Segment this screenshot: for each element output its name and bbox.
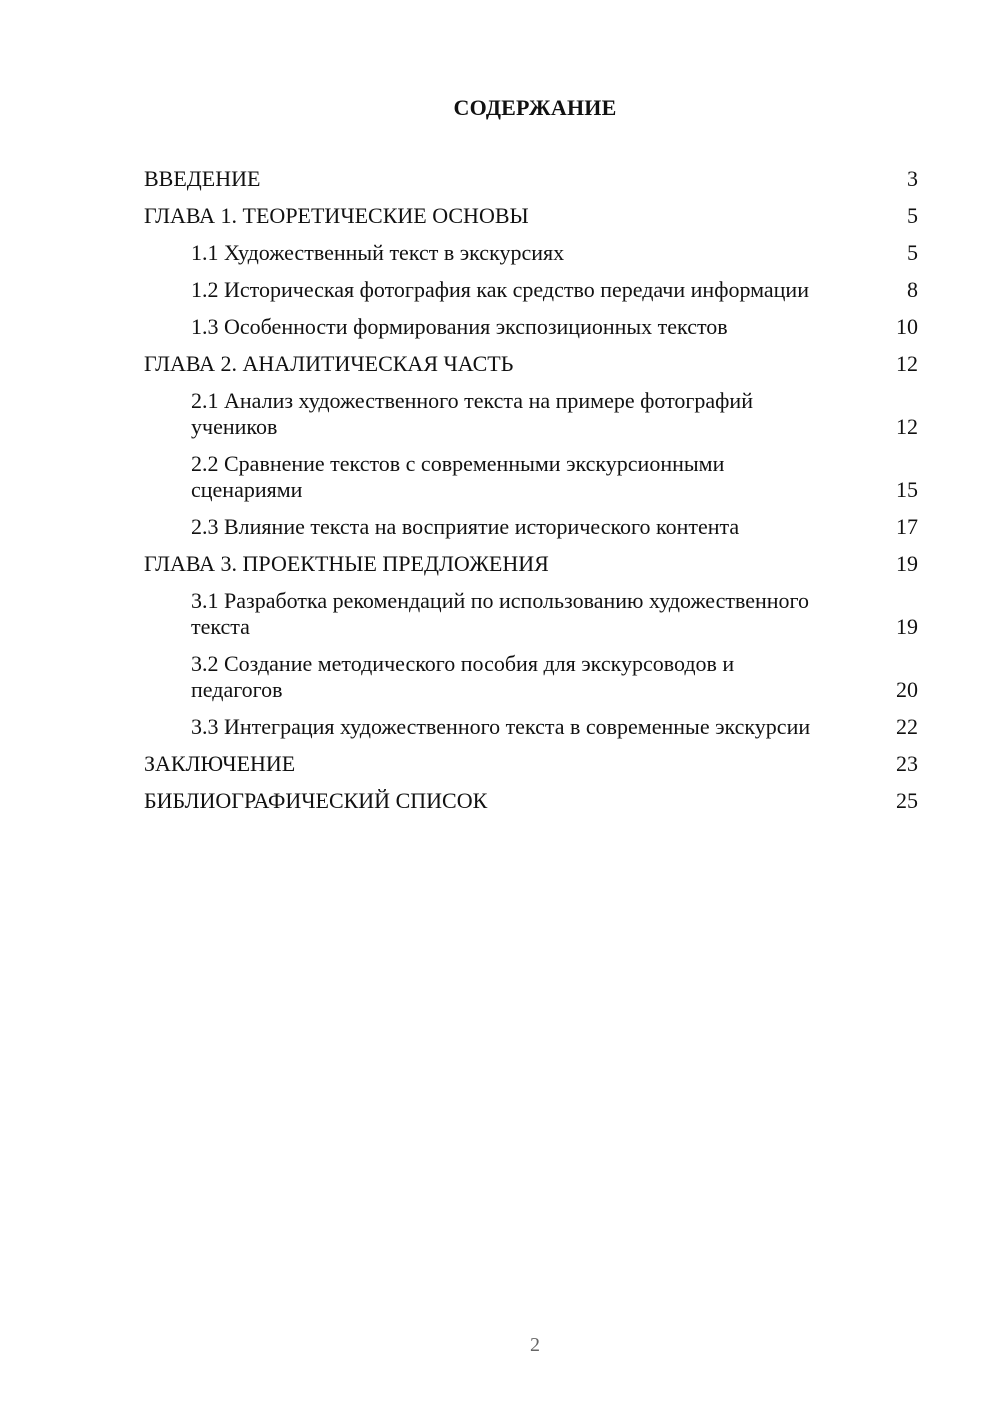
toc-entry-page: 25 xyxy=(896,788,918,813)
toc-entry-page: 15 xyxy=(896,477,918,502)
toc-entry-page: 12 xyxy=(896,414,918,439)
toc-entry-page: 10 xyxy=(896,314,918,339)
toc-entry-section-3-2[interactable] xyxy=(144,651,918,703)
toc-entry-page: 19 xyxy=(896,551,918,576)
page-number: 2 xyxy=(530,1334,540,1356)
toc-entry-page: 19 xyxy=(896,614,918,639)
toc-entry-text: ГЛАВА 2. АНАЛИТИЧЕСКАЯ ЧАСТЬ xyxy=(144,351,514,376)
toc-title: СОДЕРЖАНИЕ xyxy=(453,95,617,120)
toc-entry-chapter-2[interactable] xyxy=(144,351,918,377)
toc-entry-chapter-3[interactable] xyxy=(144,551,918,577)
toc-entry-text: 1.1 Художественный текст в экскурсиях xyxy=(191,240,565,265)
toc-entry-section-2-2[interactable] xyxy=(144,451,918,503)
toc-entry-section-2-3[interactable] xyxy=(144,514,918,540)
toc-entry-page: 8 xyxy=(907,277,918,302)
toc-entry-section-3-1[interactable] xyxy=(144,588,918,640)
toc-entry-text: 3.3 Интеграция художественного текста в современные экскурсии xyxy=(191,714,811,739)
toc-entry-conclusion[interactable] xyxy=(144,751,918,777)
toc-entry-page: 22 xyxy=(896,714,918,739)
toc-entry-chapter-1[interactable] xyxy=(144,203,918,229)
toc-entry-bibliography[interactable] xyxy=(144,788,918,814)
toc-entry-page: 12 xyxy=(896,351,918,376)
toc-entry-text: 2.3 Влияние текста на восприятие исторического контента xyxy=(191,514,740,539)
toc-entry-page: 5 xyxy=(907,203,918,228)
toc-entry-text: 2.2 Сравнение текстов с современными экскурсионными сценариями xyxy=(191,451,725,502)
toc-entry-section-1-1[interactable] xyxy=(144,240,918,266)
toc-entry-text: ВВЕДЕНИЕ xyxy=(144,166,261,191)
toc-entry-text: 3.1 Разработка рекомендаций по использованию художественного текста xyxy=(191,588,810,639)
toc-entry-introduction[interactable] xyxy=(144,166,918,192)
toc-entry-section-1-3[interactable] xyxy=(144,314,918,340)
table-of-contents xyxy=(144,166,918,825)
toc-entry-text: 2.1 Анализ художественного текста на примере фотографий учеников xyxy=(191,388,753,439)
toc-entry-section-3-3[interactable] xyxy=(144,714,918,740)
toc-entry-page: 17 xyxy=(896,514,918,539)
toc-entry-page: 20 xyxy=(896,677,918,702)
toc-entry-text: ГЛАВА 1. ТЕОРЕТИЧЕСКИЕ ОСНОВЫ xyxy=(144,203,529,228)
toc-entry-section-2-1[interactable] xyxy=(144,388,918,440)
toc-entry-section-1-2[interactable] xyxy=(144,277,918,303)
toc-entry-text: ЗАКЛЮЧЕНИЕ xyxy=(144,751,296,776)
toc-entry-text: 1.3 Особенности формирования экспозиционных текстов xyxy=(191,314,728,339)
toc-entry-text: 1.2 Историческая фотография как средство передачи информации xyxy=(191,277,809,302)
toc-entry-text: 3.2 Создание методического пособия для экскурсоводов и педагогов xyxy=(191,651,735,702)
toc-entry-page: 5 xyxy=(907,240,918,265)
toc-entry-page: 3 xyxy=(907,166,918,191)
toc-entry-text: БИБЛИОГРАФИЧЕСКИЙ СПИСОК xyxy=(144,788,488,813)
toc-entry-page: 23 xyxy=(896,751,918,776)
toc-entry-text: ГЛАВА 3. ПРОЕКТНЫЕ ПРЕДЛОЖЕНИЯ xyxy=(144,551,549,576)
